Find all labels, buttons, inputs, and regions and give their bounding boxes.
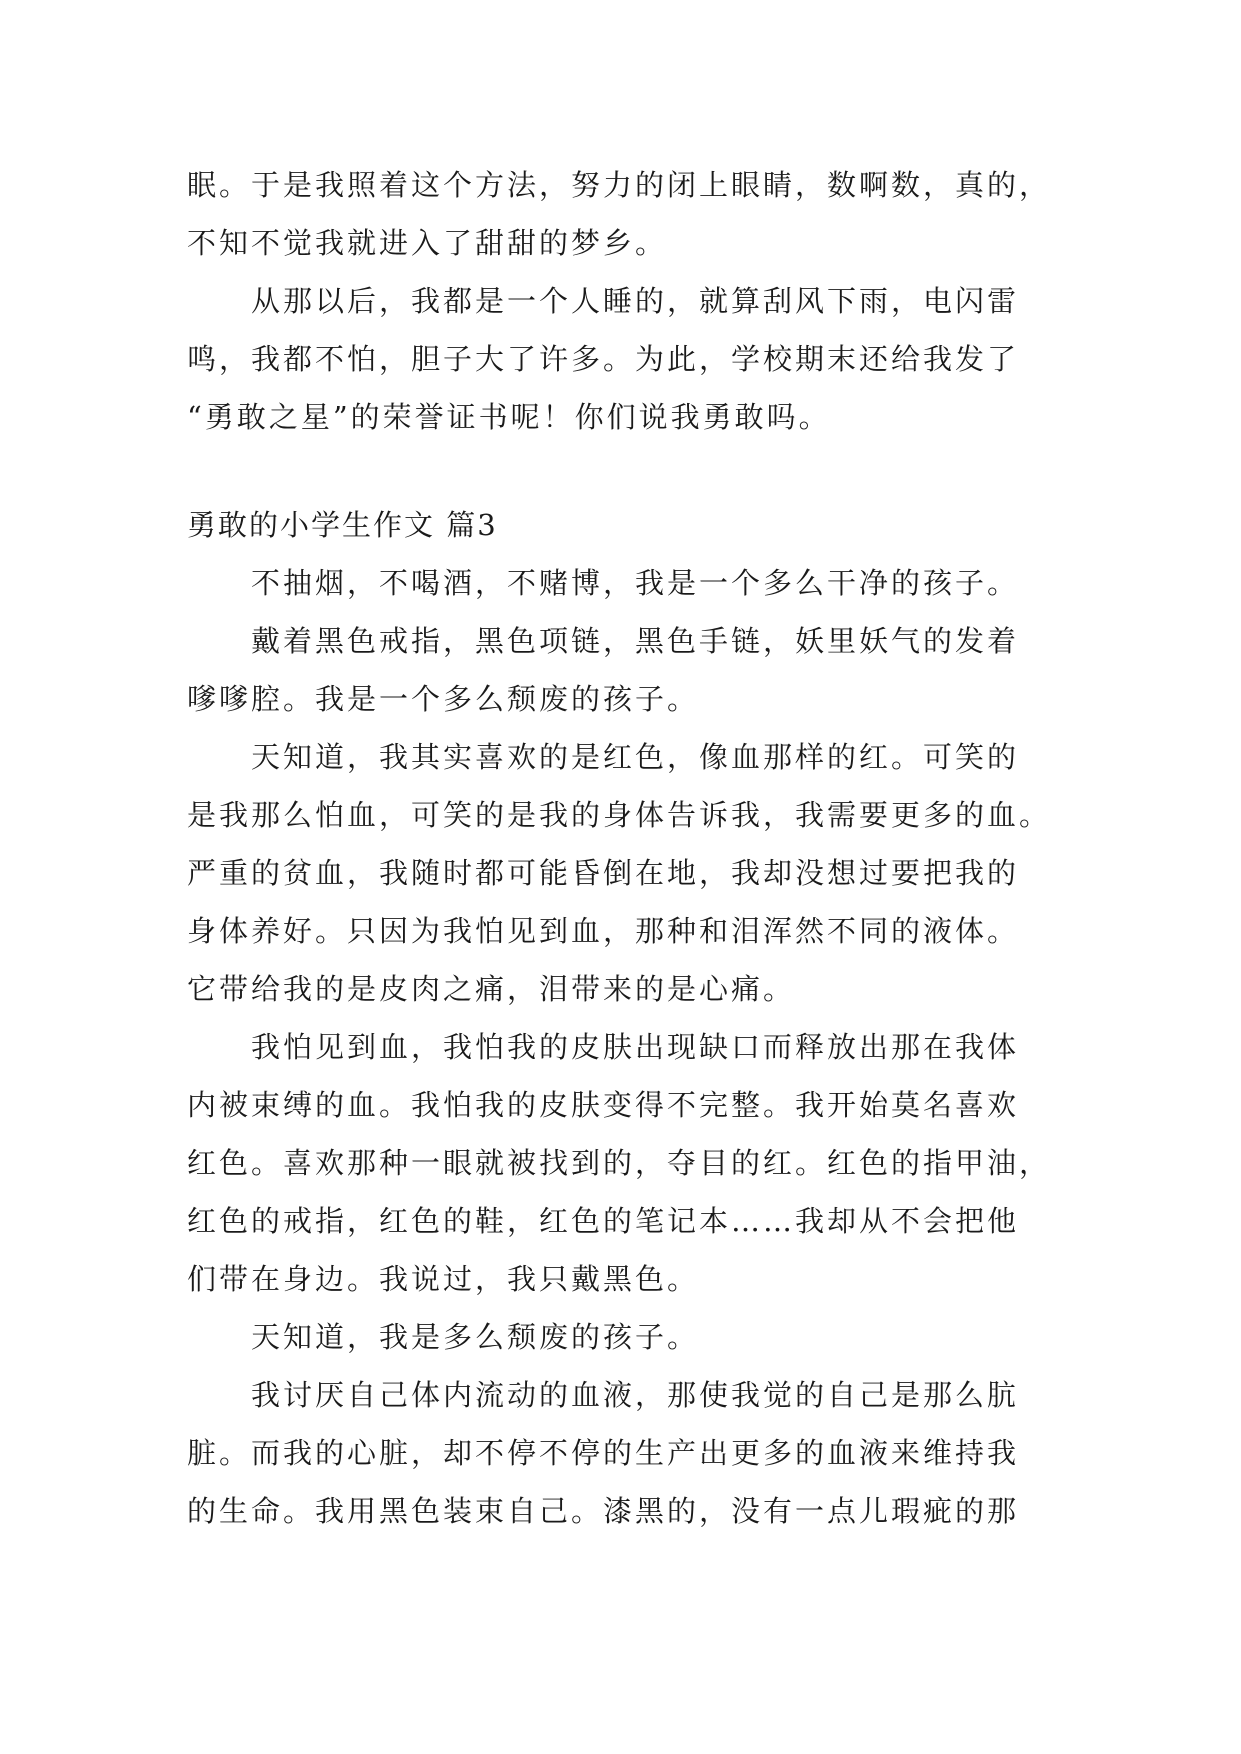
text-line: 红色的戒指，红色的鞋，红色的笔记本……我却从不会把他 xyxy=(187,1204,1020,1238)
text-line: 它带给我的是皮肉之痛，泪带来的是心痛。 xyxy=(187,972,796,1006)
text-line: “勇敢之星”的荣誉证书呢！你们说我勇敢吗。 xyxy=(187,400,831,434)
paragraph xyxy=(187,1018,1067,1308)
text-line: 身体养好。只因为我怕见到血，那种和泪浑然不同的液体。 xyxy=(187,914,1020,948)
text-line: 嗲嗲腔。我是一个多么颓废的孩子。 xyxy=(187,682,700,716)
continuation-paragraph xyxy=(187,156,1067,272)
section-title: 勇敢的小学生作文 篇3 xyxy=(187,508,498,542)
text-line: 我讨厌自己体内流动的血液，那使我觉的自己是那么肮 xyxy=(251,1378,1020,1412)
text-line: 眠。于是我照着这个方法，努力的闭上眼睛，数啊数，真的， xyxy=(187,168,1052,202)
text-line: 的生命。我用黑色装束自己。漆黑的，没有一点儿瑕疵的那 xyxy=(187,1494,1020,1528)
text-line: 是我那么怕血，可笑的是我的身体告诉我，我需要更多的血。 xyxy=(187,798,1052,832)
paragraph xyxy=(187,272,1067,446)
text-line: 脏。而我的心脏，却不停不停的生产出更多的血液来维持我 xyxy=(187,1436,1020,1470)
text-line: 鸣，我都不怕，胆子大了许多。为此，学校期末还给我发了 xyxy=(187,342,1020,376)
paragraph xyxy=(187,554,1067,612)
text-line: 不知不觉我就进入了甜甜的梦乡。 xyxy=(187,226,668,260)
text-line: 严重的贫血，我随时都可能昏倒在地，我却没想过要把我的 xyxy=(187,856,1020,890)
document-page xyxy=(187,156,1067,1540)
text-line: 从那以后，我都是一个人睡的，就算刮风下雨，电闪雷 xyxy=(251,284,1020,318)
text-line: 戴着黑色戒指，黑色项链，黑色手链，妖里妖气的发着 xyxy=(251,624,1020,658)
paragraph xyxy=(187,1308,1067,1366)
paragraph xyxy=(187,728,1067,1018)
paragraph xyxy=(187,1366,1067,1540)
text-line: 我怕见到血，我怕我的皮肤出现缺口而释放出那在我体 xyxy=(251,1030,1020,1064)
text-line: 不抽烟，不喝酒，不赌博，我是一个多么干净的孩子。 xyxy=(251,566,1020,600)
text-line: 天知道，我是多么颓废的孩子。 xyxy=(251,1320,700,1354)
text-line: 天知道，我其实喜欢的是红色，像血那样的红。可笑的 xyxy=(251,740,1020,774)
text-line: 红色。喜欢那种一眼就被找到的，夺目的红。红色的指甲油， xyxy=(187,1146,1052,1180)
text-line: 内被束缚的血。我怕我的皮肤变得不完整。我开始莫名喜欢 xyxy=(187,1088,1020,1122)
section-gap xyxy=(187,446,1067,496)
paragraph xyxy=(187,612,1067,728)
text-line: 们带在身边。我说过，我只戴黑色。 xyxy=(187,1262,700,1296)
